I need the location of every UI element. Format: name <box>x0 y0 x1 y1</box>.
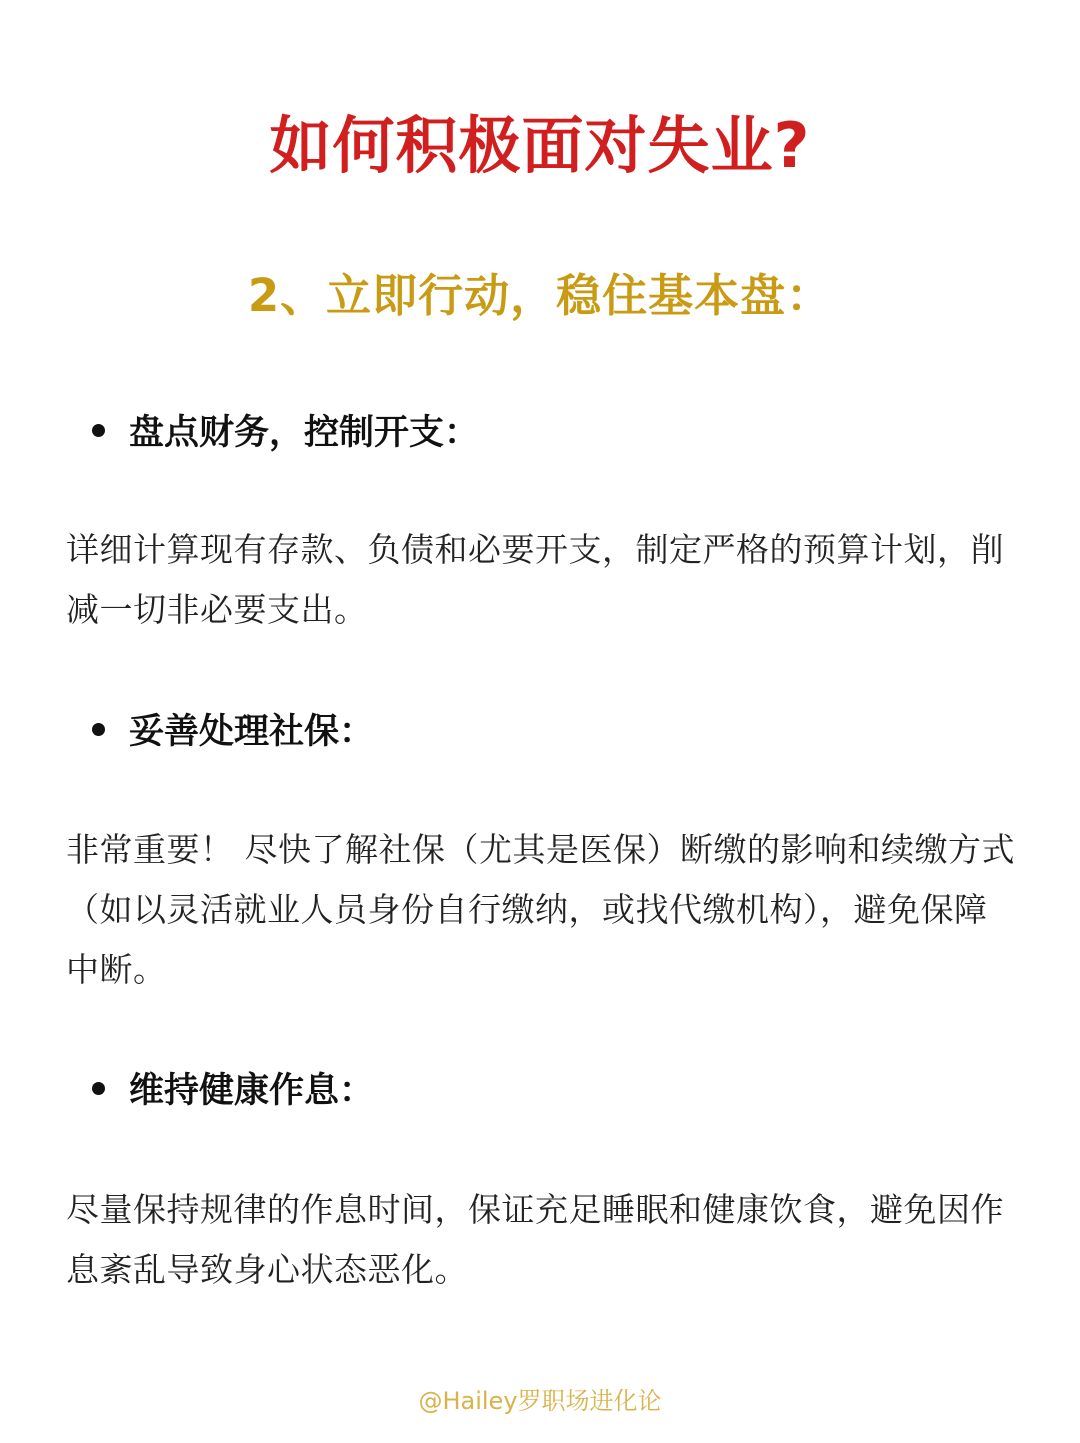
bullet-heading-health <box>92 1062 374 1114</box>
bullet-heading-text: 维持健康作息： <box>129 1071 375 1111</box>
author-watermark: @Hailey罗职场进化论 <box>418 1387 662 1415</box>
paragraph-finance: 详细计算现有存款、负债和必要开支，制定严格的预算计划，削减一切非必要支出。 <box>66 530 1004 629</box>
paragraph-social-security: 非常重要！ 尽快了解社保（尤其是医保）断缴的影响和续缴方式（如以灵活就业人员身份自行缴纳，或找代缴机构），避免保障中断。 <box>66 830 1015 989</box>
section-subtitle: 2、立即行动，稳住基本盘： <box>247 269 833 322</box>
paragraph-health: 尽量保持规律的作息时间，保证充足睡眠和健康饮食，避免因作息紊乱导致身心状态恶化。 <box>66 1190 1004 1289</box>
bullet-dot-icon <box>92 424 105 437</box>
bullet-heading-finance <box>92 404 479 456</box>
bullet-heading-text: 盘点财务，控制开支： <box>129 413 480 453</box>
bullet-dot-icon <box>92 1082 105 1095</box>
bullet-heading-text: 妥善处理社保： <box>129 712 375 752</box>
bullet-heading-social-security <box>92 703 374 755</box>
page-title: 如何积极面对失业? <box>269 109 811 182</box>
bullet-dot-icon <box>92 723 105 736</box>
